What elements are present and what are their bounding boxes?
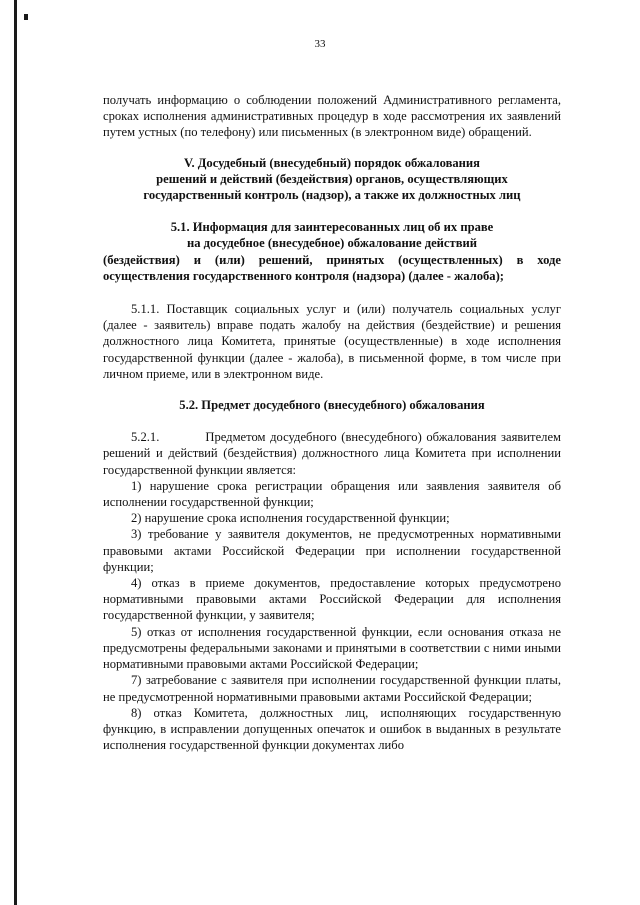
- section-5-heading: [103, 155, 561, 204]
- section-5-1-heading-line: на досудебное (внесудебное) обжалование действий: [186, 236, 478, 251]
- list-item: 4) отказ в приеме документов, предоставление которых предусмотрено нормативными правовыми актами Российской Федерации для исполнения государственной функции, у заявителя;: [103, 576, 561, 623]
- section-5-1-heading-rest: (бездействия) и (или) решений, принятых (осуществленных) в ходе осуществления государственного контроля (надзора) (далее - жалоба);: [103, 252, 561, 283]
- list-item: 8) отказ Комитета, должностных лиц, исполняющих государственную функцию, в исправлении допущенных опечаток и ошибок в выданных в результате исполнения государственной функции документах либо: [103, 705, 561, 753]
- section-5-1-heading: [103, 219, 561, 284]
- section-5-heading-line: V. Досудебный (внесудебный) порядок обжалования: [183, 155, 480, 170]
- list-item: 1) нарушение срока регистрации обращения или заявления заявителя об исполнении государственной функции;: [103, 478, 561, 510]
- scan-mark: [24, 14, 28, 20]
- paragraph-5-2-1: [103, 429, 561, 478]
- page-number: 33: [314, 38, 326, 50]
- scan-edge-line: [14, 0, 17, 905]
- section-5-heading-line: решений и действий (бездействия) органов, осуществляющих: [156, 171, 508, 186]
- intro-paragraph: получать информацию о соблюдении положений Административного регламента, сроках исполнения административных процедур в ходе рассмотрения их заявлений путем устных (по телефону) или письменных (в электронном виде) обращений.: [103, 93, 561, 140]
- paragraph-5-2-1-text: Предметом досудебного (внесудебного) обжалования заявителем решений и действий (бездействия) должностного лица Комитета при исполнении государственной функции является:: [103, 430, 561, 477]
- paragraph-5-2-1-number: 5.2.1.: [131, 430, 160, 445]
- section-5-2-heading: 5.2. Предмет досудебного (внесудебного) обжалования: [179, 398, 485, 413]
- paragraph-5-1-1: 5.1.1. Поставщик социальных услуг и (или) получатель социальных услуг (далее - заявитель) вправе подать жалобу на действия (бездействие) и решения должностного лица Комитета, принятые (осуществленные) в ходе исполнения государственной функции (далее - жалоба), в письменной форме, в том числе при личном приеме, или в электронном виде.: [103, 302, 561, 381]
- list-item: 2) нарушение срока исполнения государственной функции;: [131, 511, 450, 526]
- document-body: [103, 92, 561, 753]
- list-item: 3) требование у заявителя документов, не предусмотренных нормативными правовыми актами Российской Федерации при исполнении государственной функции;: [103, 527, 561, 574]
- list-item: 5) отказ от исполнения государственной функции, если основания отказа не предусмотрены федеральными законами и принятыми в соответствии с ними иными нормативными правовыми актами Российской Федерации;: [103, 624, 561, 672]
- section-5-1-heading-line: 5.1. Информация для заинтересованных лиц об их праве: [170, 220, 494, 235]
- section-5-heading-line: государственный контроль (надзор), а также их должностных лиц: [143, 188, 521, 203]
- list-item: 7) затребование с заявителя при исполнении государственной функции платы, не предусмотренной нормативными правовыми актами Российской Федерации;: [103, 673, 561, 704]
